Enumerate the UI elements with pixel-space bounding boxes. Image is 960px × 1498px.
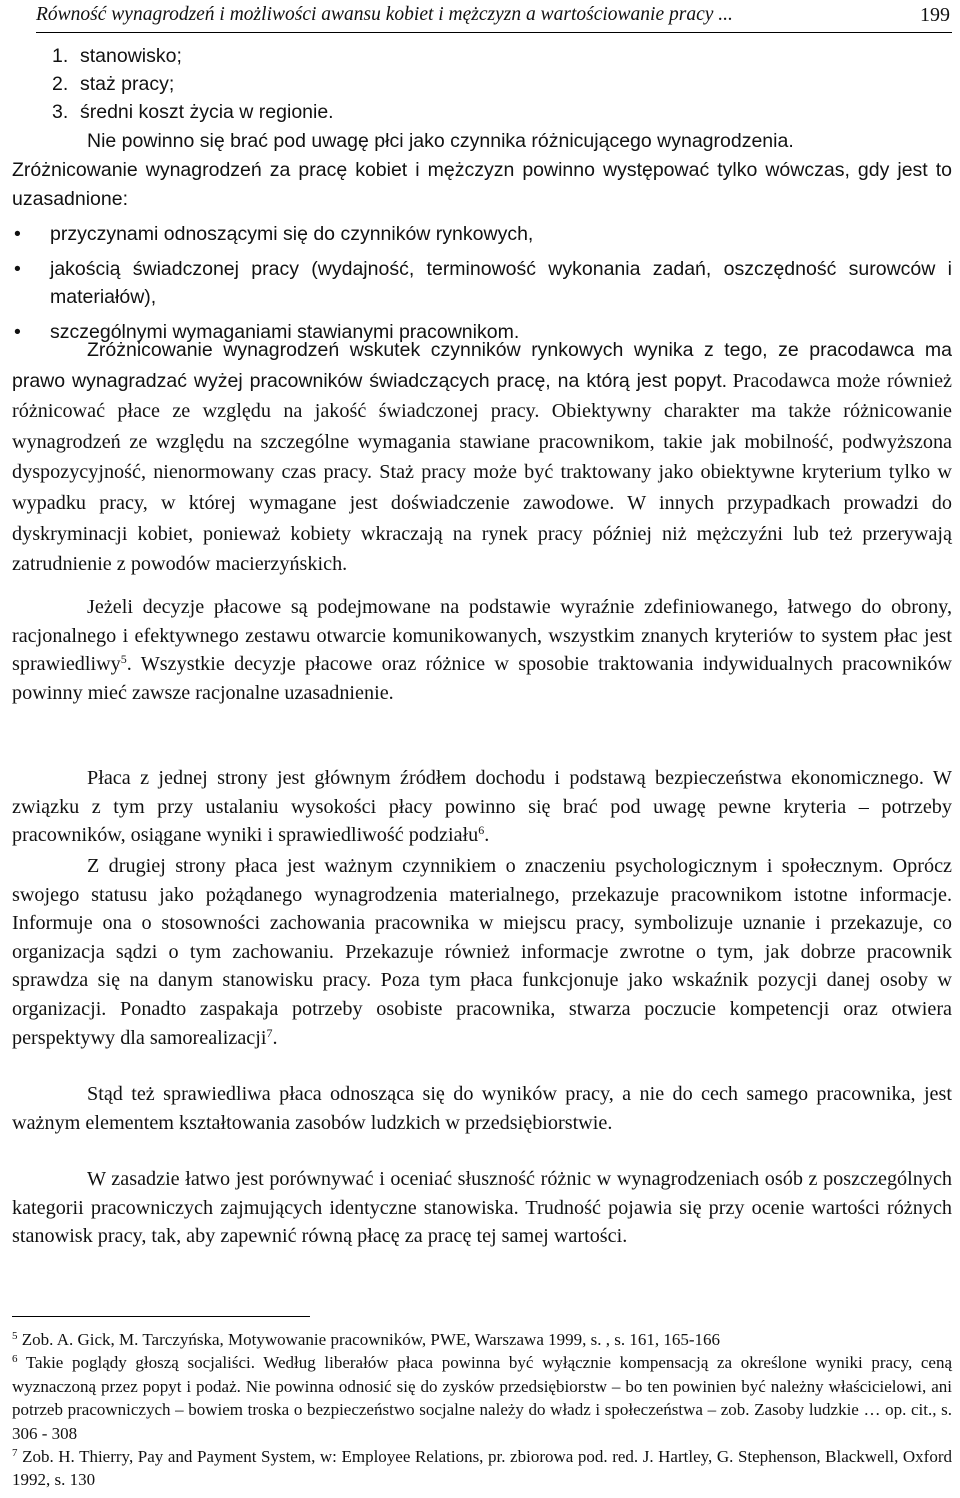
paragraph-text: Jeżeli decyzje płacowe są podejmowane na podstawie wyraźnie zdefiniowanego, łatwego do obrony, racjonalnego i efektywnego zestawu otwarcie komunikowanych, wszystkim znanych kryteriów to system płac jest sprawiedliwy (12, 596, 952, 676)
page-number: 199 (920, 4, 950, 26)
paragraph-psychological (12, 852, 952, 1052)
footnote (12, 1351, 952, 1445)
paragraph-fair-pay: Stąd też sprawiedliwa płaca odnosząca się do wyników pracy, a nie do cech samego pracownika, jest ważnym elementem kształtowania zasobów ludzkich w przedsiębiorstwie. (12, 1083, 952, 1134)
list-item-text: staż pracy; (80, 73, 175, 95)
list-number: 1. (52, 45, 69, 67)
criteria-list (52, 42, 334, 126)
list-number: 3. (52, 101, 69, 123)
paragraph-market-serif: Pracodawca może również różnicować płace ze względu na jakość świadczonej pracy. Obiektywny charakter ma także różnicowanie wynagrodzeń ze względu na szczególne wymagania stawiane pracownikom, takie jak mobilność, podwyższona dyspozycyjność, nienormowany czas pracy. Staż pracy może być traktowany jako obiektywne kryterium tylko w wypadku pracy, w której wymagane jest doświadczenie zawodowe. W innych przypadkach prowadzi do dyskryminacji kobiet, ponieważ kobiety wkraczają na rynek pracy później niż mężczyźni lub też przerywają zatrudnienie z powodów macierzyńskich. (12, 369, 952, 576)
list-item-text: średni koszt życia w regionie. (80, 101, 334, 123)
footnote-number: 6 (12, 1353, 18, 1366)
paragraph-decisions (12, 593, 952, 707)
paragraph-text: . (484, 824, 490, 847)
list-item (12, 255, 952, 312)
paragraph-economic (12, 764, 952, 850)
list-item-text: stanowisko; (80, 45, 182, 67)
footnote-ref: 5 (120, 652, 127, 667)
paragraph-market-sans: Zróżnicowanie wynagrodzeń wskutek czynników rynkowych wynika z tego, ze pracodawca ma prawo wynagradzać wyżej pracowników świadczących pracę, na którą jest popyt. (12, 339, 952, 392)
footnote-text: Zob. H. Thierry, Pay and Payment System, w: Employee Relations, pr. zbiorowa pod. red. J. Hartley, G. Stephenson, Blackwell, Oxford 1992, s. 130 (12, 1447, 952, 1490)
bullet-icon: • (14, 223, 21, 245)
paragraph-text: Płaca z jednej strony jest głównym źródłem dochodu i podstawą bezpieczeństwa ekonomicznego. W związku z tym przy ustalaniu wysokości płacy powinno się brać pod uwagę pewne kryteria – potrzeby pracowników, osiągane wyniki i sprawiedliwość podziału (12, 767, 952, 847)
paragraph-gender: Nie powinno się brać pod uwagę płci jako czynnika różnicującego wynagrodzenia. (87, 130, 794, 152)
paragraph-diff-intro: Zróżnicowanie wynagrodzeń za pracę kobiet i mężczyzn powinno występować tylko wówczas, gdy jest to uzasadnione: (12, 159, 952, 210)
footnote-number: 7 (12, 1447, 18, 1460)
list-item-text: szczególnymi wymaganiami stawianymi pracownikom. (50, 320, 520, 343)
bullet-icon: • (14, 257, 21, 280)
bullet-icon: • (14, 320, 21, 343)
paragraph-text: Z drugiej strony płaca jest ważnym czynnikiem o znaczeniu psychologicznym i społecznym. Oprócz swojego statusu jako pożądanego wynagrodzenia materialnego, przekazuje pracownikom istotne informacje. Informuje ona o stosowności zachowania pracownika w miejscu pracy, symbolizuje uznanie i przekazuje, co organizacja sądzi o tym zachowaniu. Przekazuje również informacje zwrotne o tym, jak dobrze pracownik sprawdza się na danym stanowisku pracy. Poza tym płaca funkcjonuje jako wskaźnik pozycji danej osoby w organizacji. Ponadto zaspakaja potrzeby osobiste pracownika, stwarza poczucie kompetencji oraz otwiera perspektywy dla samorealizacji (12, 855, 952, 1049)
footnote-divider (12, 1316, 310, 1317)
bullet-list (12, 220, 952, 346)
footnote-text: Takie poglądy głoszą socjaliści. Według liberałów płaca powinna być wyłącznie kompensacją za określone wyniki pracy, ceną wyznaczoną przez popyt i podaż. Nie powinna odnosić się do zysków przedsiębiorstw – bo ten powinien być należny właścicielowi, ani potrzeb pracowniczych – bowiem troska o bezpieczeństwo socjalne należy do władz i społeczeństwa – zob. Zasoby ludzkie … op. cit., s. 306 - 308 (12, 1353, 952, 1443)
footnote-ref: 6 (478, 823, 485, 838)
list-number: 2. (52, 73, 69, 95)
running-title: Równość wynagrodzeń i możliwości awansu kobiet i mężczyzn a wartościowanie pracy ... (36, 4, 733, 25)
footnote (12, 1445, 952, 1492)
paragraph-text: . Wszystkie decyzje płacowe oraz różnice w sposobie traktowania indywidualnych pracowników powinny mieć zawsze racjonalne uzasadnienie. (12, 653, 952, 704)
footnote (12, 1328, 952, 1351)
list-item (52, 98, 334, 126)
list-item (52, 42, 334, 70)
footnote-number: 5 (12, 1330, 18, 1342)
list-item-text: przyczynami odnoszącymi się do czynników rynkowych, (50, 223, 534, 245)
paragraph-market (12, 336, 952, 581)
list-item-text: jakością świadczonej pracy (wydajność, terminowość wykonania zadań, oszczędność surowców i materiałów), (50, 257, 952, 309)
list-item (52, 70, 334, 98)
footnotes (12, 1328, 952, 1492)
running-header (36, 4, 952, 33)
paragraph-text: . (272, 1026, 278, 1049)
list-item (12, 220, 952, 249)
paragraph-comparison: W zasadzie łatwo jest porównywać i oceniać słuszność różnic w wynagrodzeniach osób z poszczególnych kategorii pracowniczych zajmujących identyczne stanowiska. Trudność pojawia się przy ocenie wartości różnych stanowisk pracy, tak, aby zapewnić równą płacę za pracę tej samej wartości. (12, 1168, 952, 1248)
footnote-text: Zob. A. Gick, M. Tarczyńska, Motywowanie pracowników, PWE, Warszawa 1999, s. , s. 161, 165-166 (17, 1330, 721, 1349)
footnote-ref: 7 (266, 1025, 273, 1040)
